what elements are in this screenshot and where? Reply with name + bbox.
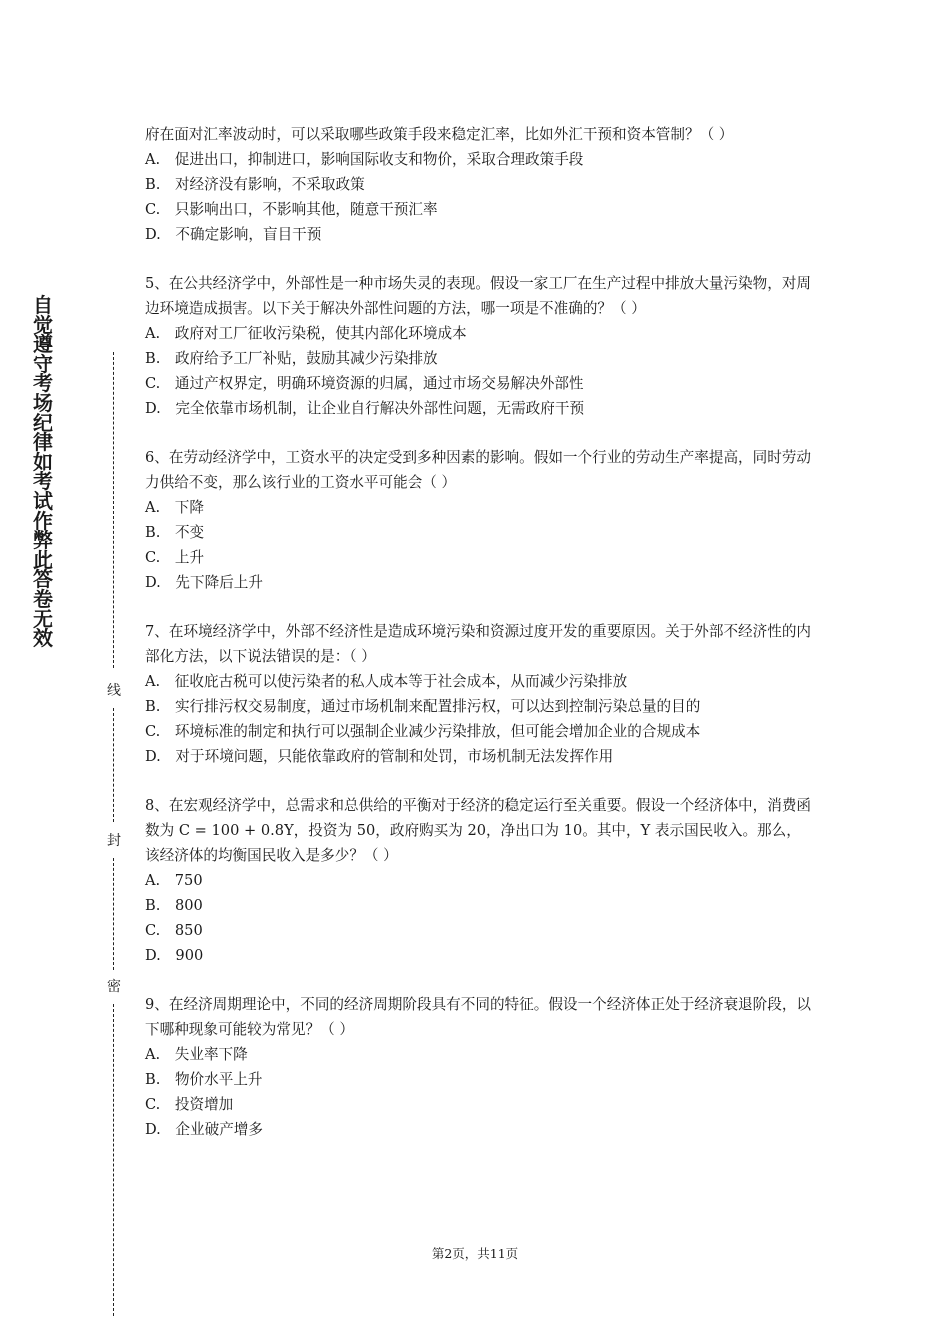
option-a: A. 失业率下降 xyxy=(145,1046,248,1063)
question-list xyxy=(145,122,813,1166)
question-text: 5、在公共经济学中，外部性是一种市场失灵的表现。假设一家工厂在生产过程中排放大量污染物，对周边环境造成损害。以下关于解决外部性问题的方法，哪一项是不准确的？（ ） xyxy=(145,275,812,317)
question-4 xyxy=(145,122,813,247)
option-b: B. 实行排污权交易制度，通过市场机制来配置排污权，可以达到控制污染总量的目的 xyxy=(145,698,701,715)
binding-dashed-line xyxy=(113,858,114,970)
option-b: B. 对经济没有影响，不采取政策 xyxy=(145,176,365,193)
option-d: D. 不确定影响，盲目干预 xyxy=(145,226,322,243)
question-5 xyxy=(145,271,813,421)
option-a: A. 下降 xyxy=(145,499,204,516)
binding-dashed-line xyxy=(113,708,114,822)
exam-discipline-notice: 自觉遵守考场纪律如考试作弊此答卷无效 xyxy=(33,293,53,651)
question-text: 府在面对汇率波动时，可以采取哪些政策手段来稳定汇率，比如外汇干预和资本管制？（ ） xyxy=(145,126,734,143)
option-c: C. 通过产权界定，明确环境资源的归属，通过市场交易解决外部性 xyxy=(145,375,584,392)
option-d: D. 对于环境问题，只能依靠政府的管制和处罚，市场机制无法发挥作用 xyxy=(145,748,614,765)
option-b: B. 800 xyxy=(145,897,203,914)
page-number: 第2页，共11页 xyxy=(431,1246,519,1261)
option-d: D. 900 xyxy=(145,947,204,964)
question-6 xyxy=(145,445,813,595)
option-d: D. 企业破产增多 xyxy=(145,1121,263,1138)
option-c: C. 环境标准的制定和执行可以强制企业减少污染排放，但可能会增加企业的合规成本 xyxy=(145,723,701,740)
binding-dashed-line xyxy=(113,1004,114,1316)
binding-mark-line: 线 xyxy=(107,683,121,699)
question-text: 6、在劳动经济学中，工资水平的决定受到多种因素的影响。假如一个行业的劳动生产率提高，同时劳动力供给不变，那么该行业的工资水平可能会（ ） xyxy=(145,449,812,491)
question-text: 9、在经济周期理论中，不同的经济周期阶段具有不同的特征。假设一个经济体正处于经济衰退阶段，以下哪种现象可能较为常见？（ ） xyxy=(145,996,812,1038)
option-d: D. 先下降后上升 xyxy=(145,574,263,591)
question-9 xyxy=(145,992,813,1142)
question-8 xyxy=(145,793,813,968)
option-a: A. 750 xyxy=(145,872,203,889)
option-c: C. 上升 xyxy=(145,549,205,566)
option-a: A. 政府对工厂征收污染税，使其内部化环境成本 xyxy=(145,325,467,342)
question-text: 8、在宏观经济学中，总需求和总供给的平衡对于经济的稳定运行至关重要。假设一个经济体中，消费函数为 C = 100 + 0.8Y，投资为 50，政府购买为 20，净出口为 10。其中，Y 表示国民收入。那么，该经济体的均衡国民收入是多少？（ ） xyxy=(145,797,812,864)
option-a: A. 征收庇古税可以使污染者的私人成本等于社会成本，从而减少污染排放 xyxy=(145,673,628,690)
option-b: B. 物价水平上升 xyxy=(145,1071,263,1088)
question-7 xyxy=(145,619,813,769)
option-c: C. 只影响出口，不影响其他，随意干预汇率 xyxy=(145,201,438,218)
option-c: C. 投资增加 xyxy=(145,1096,234,1113)
option-c: C. 850 xyxy=(145,922,203,939)
option-b: B. 不变 xyxy=(145,524,205,541)
binding-dashed-line xyxy=(113,352,114,668)
binding-mark-secret: 密 xyxy=(107,979,121,995)
option-a: A. 促进出口，抑制进口，影响国际收支和物价，采取合理政策手段 xyxy=(145,151,584,168)
question-text: 7、在环境经济学中，外部不经济性是造成环境污染和资源过度开发的重要原因。关于外部不经济性的内部化方法，以下说法错误的是：（ ） xyxy=(145,623,812,665)
option-d: D. 完全依靠市场机制，让企业自行解决外部性问题，无需政府干预 xyxy=(145,400,585,417)
binding-mark-seal: 封 xyxy=(107,833,121,849)
option-b: B. 政府给予工厂补贴，鼓励其减少污染排放 xyxy=(145,350,438,367)
